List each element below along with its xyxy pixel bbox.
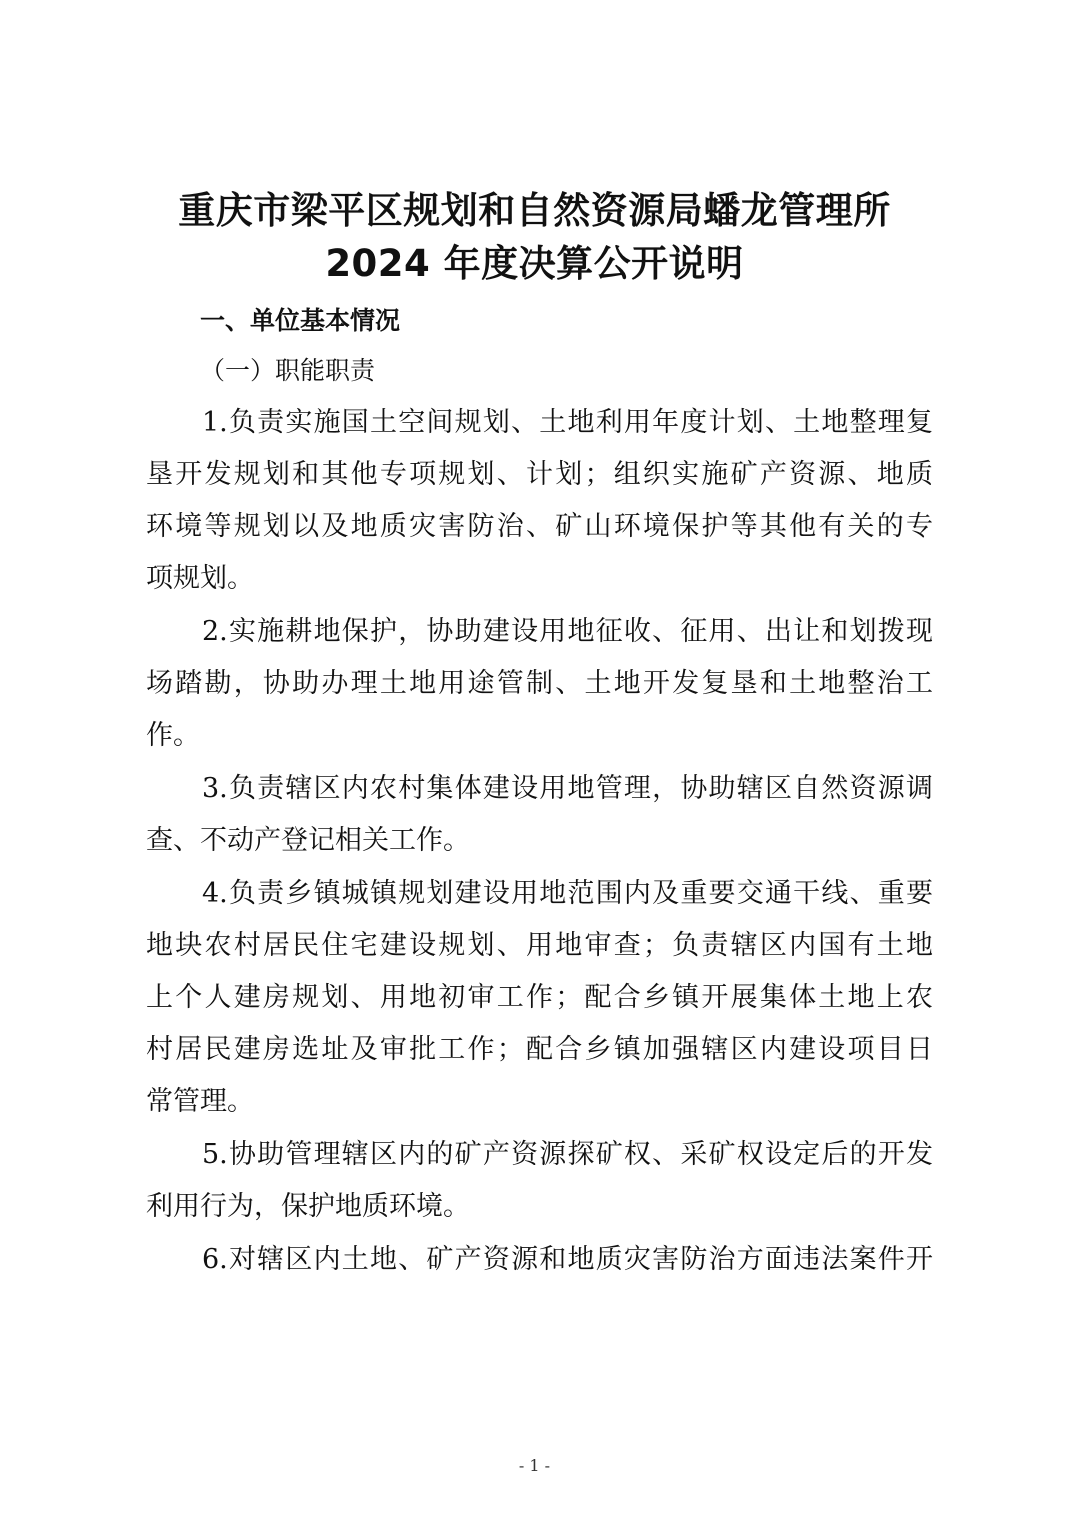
paragraph-2-line-1: 2.实施耕地保护，协助建设用地征收、征用、出让和划拨现 <box>202 616 933 647</box>
paragraph-4-line-1: 4.负责乡镇城镇规划建设用地范围内及重要交通干线、重要 <box>202 878 933 909</box>
paragraph-1-line-3: 环境等规划以及地质灾害防治、矿山环境保护等其他有关的专 <box>146 511 933 542</box>
paragraph-5-line-2: 利用行为，保护地质环境。 <box>146 1191 470 1222</box>
paragraph-4-line-5: 常管理。 <box>146 1086 254 1117</box>
paragraph-2-line-3: 作。 <box>146 720 200 751</box>
subsection-heading: （一）职能职责 <box>200 356 376 385</box>
page-number: - 1 - <box>518 1456 551 1475</box>
document-title-line-1: 重庆市梁平区规划和自然资源局蟠龙管理所 <box>178 189 891 232</box>
paragraph-2-line-2: 场踏勘，协助办理土地用途管制、土地开发复垦和土地整治工 <box>146 668 933 699</box>
paragraph-5-line-1: 5.协助管理辖区内的矿产资源探矿权、采矿权设定后的开发 <box>202 1139 933 1170</box>
paragraph-1-line-1: 1.负责实施国土空间规划、土地利用年度计划、土地整理复 <box>202 407 933 438</box>
paragraph-4-line-3: 上个人建房规划、用地初审工作；配合乡镇开展集体土地上农 <box>146 982 933 1013</box>
section-heading: 一、单位基本情况 <box>200 306 401 335</box>
paragraph-3-line-1: 3.负责辖区内农村集体建设用地管理，协助辖区自然资源调 <box>202 773 933 804</box>
paragraph-1-line-2: 垦开发规划和其他专项规划、计划；组织实施矿产资源、地质 <box>146 459 933 490</box>
paragraph-6-line-1: 6.对辖区内土地、矿产资源和地质灾害防治方面违法案件开 <box>202 1244 933 1275</box>
document-title-line-2: 2024 年度决算公开说明 <box>325 242 744 285</box>
paragraph-4-line-2: 地块农村居民住宅建设规划、用地审查；负责辖区内国有土地 <box>146 930 933 961</box>
paragraph-3-line-2: 查、不动产登记相关工作。 <box>146 825 470 856</box>
paragraph-4-line-4: 村居民建房选址及审批工作；配合乡镇加强辖区内建设项目日 <box>146 1034 933 1065</box>
paragraph-1-line-4: 项规划。 <box>146 563 254 594</box>
